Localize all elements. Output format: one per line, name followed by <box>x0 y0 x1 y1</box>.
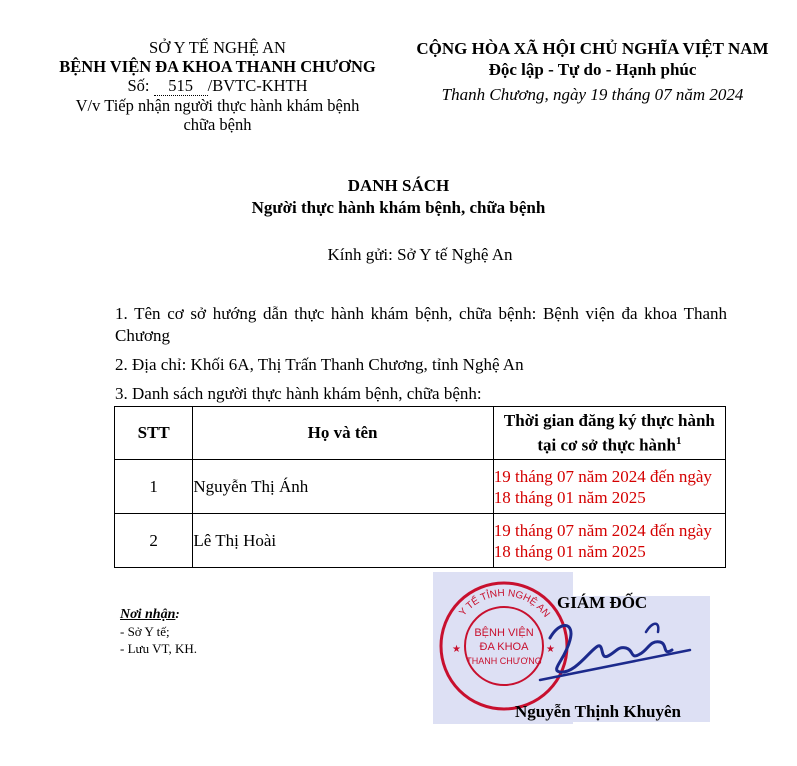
header-time <box>493 407 725 460</box>
recipients-label: Nơi nhận <box>120 607 176 622</box>
handwritten-signature <box>530 610 695 690</box>
item-2: 2. Địa chỉ: Khối 6A, Thị Trấn Thanh Chương, tỉnh Nghệ An <box>115 355 524 374</box>
subject-line-1: V/v Tiếp nhận người thực hành khám bệnh <box>75 96 360 115</box>
signer-name: Nguyễn Thịnh Khuyên <box>515 702 681 721</box>
header-name: Họ và tên <box>193 407 493 460</box>
recipient-item: - Sở Y tế; <box>120 624 170 639</box>
number-prefix: Số: <box>127 76 154 95</box>
stamp-star-right: ★ <box>546 644 555 655</box>
row-time: 19 tháng 07 năm 2024 đến ngày 18 tháng 01 năm 2025 <box>493 460 725 514</box>
hospital-name: BỆNH VIỆN ĐA KHOA THANH CHƯƠNG <box>59 57 376 76</box>
document-title <box>0 175 797 219</box>
stamp-line-1: BỆNH VIỆN <box>474 627 534 639</box>
signer-title: GIÁM ĐỐC <box>557 593 648 612</box>
row-name: Lê Thị Hoài <box>193 514 493 568</box>
table-row <box>115 460 726 514</box>
row-stt: 2 <box>115 514 193 568</box>
recipient-item: - Lưu VT, KH. <box>120 641 197 656</box>
document-number <box>20 76 415 96</box>
country-name: CỘNG HÒA XÃ HỘI CHỦ NGHĨA VIỆT NAM <box>416 39 769 58</box>
title-sub: Người thực hành khám bệnh, chữa bệnh <box>251 198 546 217</box>
row-time: 19 tháng 07 năm 2024 đến ngày 18 tháng 01 năm 2025 <box>493 514 725 568</box>
recipients-list <box>120 605 197 657</box>
stamp-ring-text: Y TẾ TỈNH NGHỆ AN <box>457 587 552 620</box>
stamp-line-3: THANH CHƯƠNG <box>466 656 542 666</box>
national-motto: Độc lập - Tự do - Hạnh phúc <box>488 60 697 79</box>
national-header <box>395 38 790 105</box>
item-3: 3. Danh sách người thực hành khám bệnh, chữa bệnh: <box>115 384 482 403</box>
subject-line-2: chữa bệnh <box>183 115 252 134</box>
number-value: 515 <box>154 76 208 96</box>
table-header-row <box>115 407 726 460</box>
stamp-star-left: ★ <box>452 644 461 655</box>
footnote-marker: 1 <box>675 434 682 447</box>
header-stt: STT <box>115 407 193 460</box>
header-time-label: Thời gian đăng ký thực hành tại cơ sở thực hành <box>503 410 715 455</box>
table-row <box>115 514 726 568</box>
place-date: Thanh Chương, ngày 19 tháng 07 năm 2024 <box>441 85 744 104</box>
number-suffix: /BVTC-KHTH <box>207 76 308 95</box>
recipients-label-line <box>120 605 197 623</box>
recipients-colon: : <box>175 606 180 621</box>
document-body <box>115 303 727 412</box>
title-main: DANH SÁCH <box>347 176 450 195</box>
recipient-line: Kính gửi: Sở Y tế Nghệ An <box>327 245 513 264</box>
practitioner-table <box>114 406 726 568</box>
stamp-line-2: ĐA KHOA <box>479 641 529 653</box>
item-1: 1. Tên cơ sở hướng dẫn thực hành khám bệnh, chữa bệnh: Bệnh viện đa khoa Thanh Chương <box>115 304 727 345</box>
row-stt: 1 <box>115 460 193 514</box>
issuer-header <box>20 38 415 134</box>
row-name: Nguyễn Thị Ánh <box>193 460 493 514</box>
department-name: SỞ Y TẾ NGHỆ AN <box>149 38 286 57</box>
